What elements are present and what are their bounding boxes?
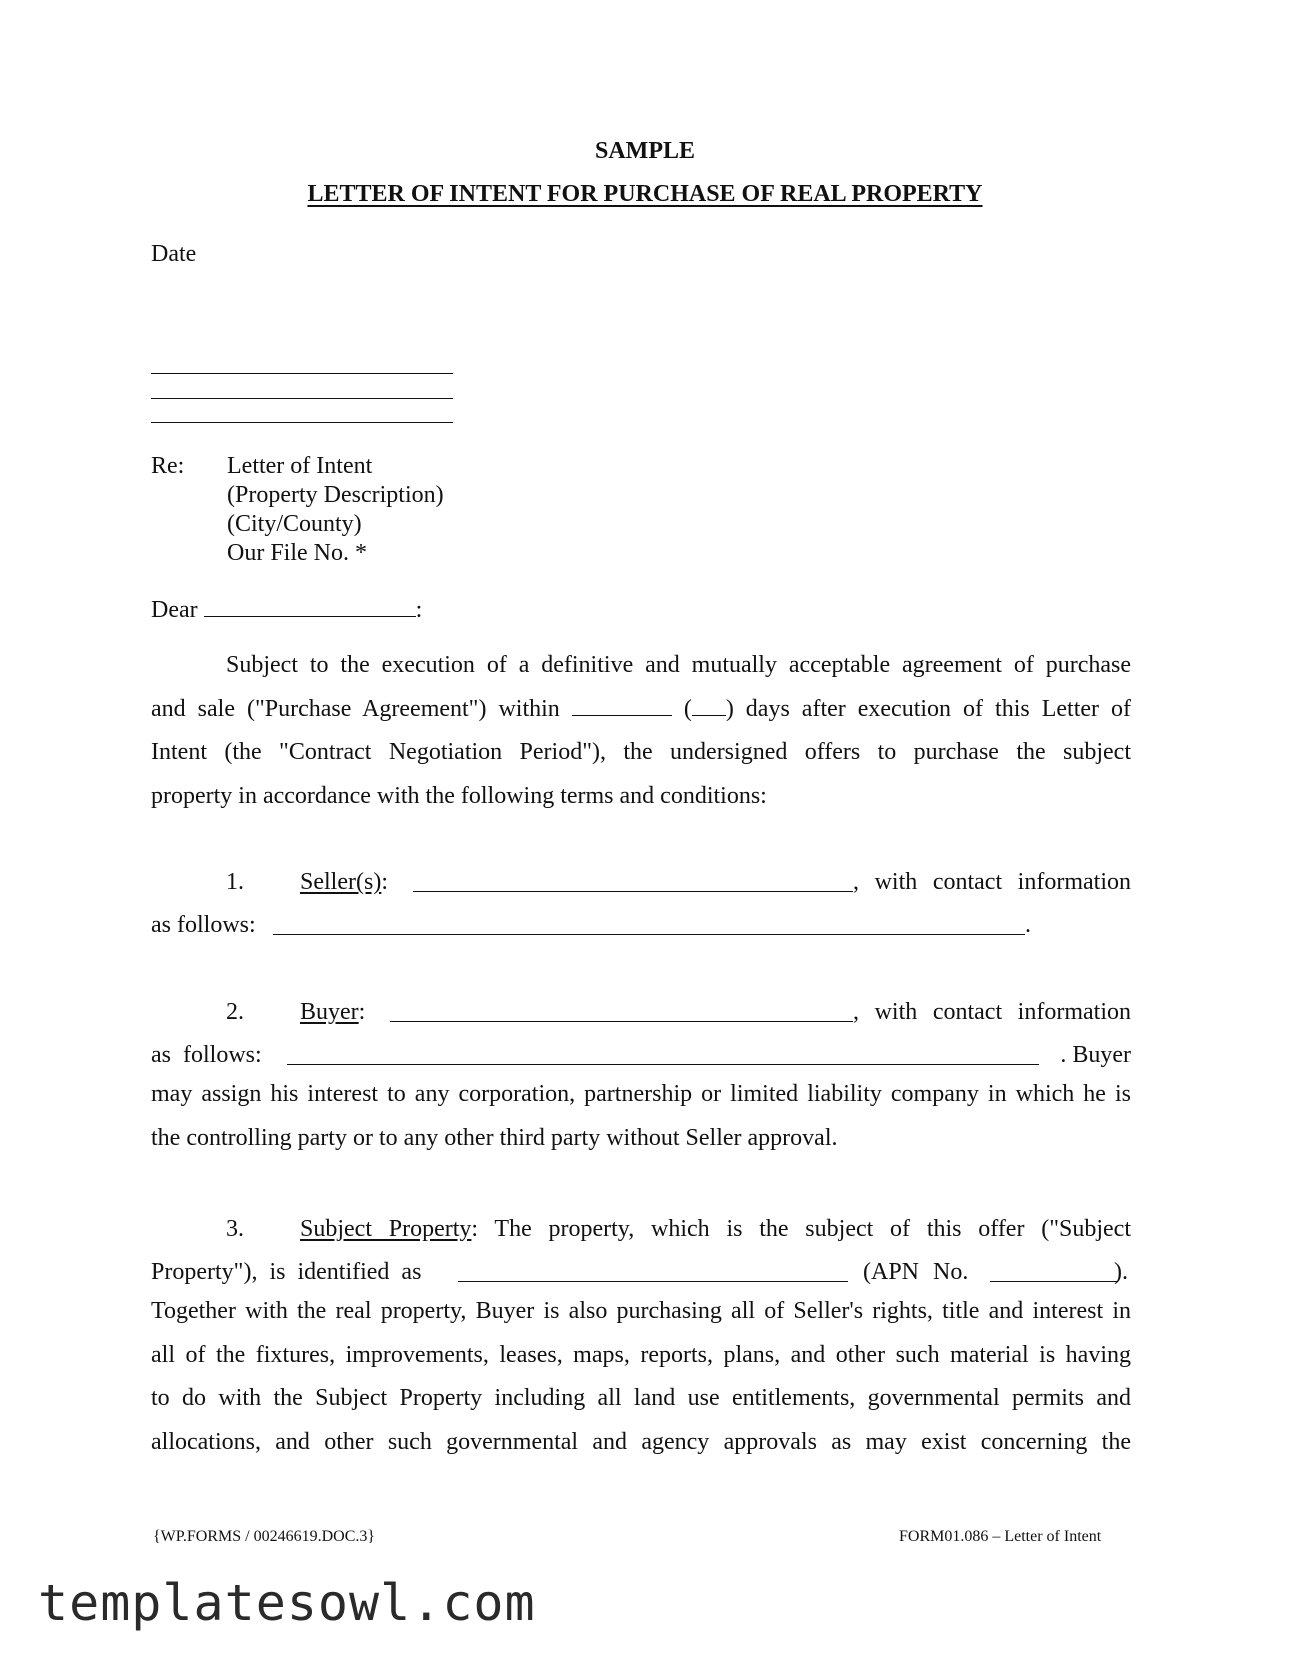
item-1-as-follows: as follows: [151, 912, 256, 938]
item-3-identified-as: Property"), is identified as [151, 1259, 422, 1285]
seller-name-blank[interactable] [413, 891, 853, 892]
re-block [227, 452, 444, 568]
item-3-apn-close: ). [1114, 1259, 1128, 1285]
address-line-2 [151, 398, 453, 399]
item-3-number: 3. [226, 1216, 244, 1242]
item-1-number: 1. [226, 869, 244, 895]
document-title: LETTER OF INTENT FOR PURCHASE OF REAL PROPERTY [307, 181, 983, 207]
item-3-apn-label: (APN No. [863, 1259, 969, 1285]
re-line: Letter of Intent [227, 453, 373, 479]
date-label: Date [151, 241, 197, 267]
sample-label: SAMPLE [594, 138, 695, 164]
item-1-period: . [1025, 912, 1031, 938]
days-number-blank[interactable] [692, 697, 726, 716]
buyer-name-blank[interactable] [390, 1021, 853, 1022]
footer-doc-id: {WP.FORMS / 00246619.DOC.3} [153, 1528, 376, 1545]
seller-contact-blank[interactable] [273, 934, 1025, 935]
re-line: (Property Description) [227, 482, 444, 508]
item-2-as-follows: as follows: [151, 1042, 262, 1068]
footer-form-id: FORM01.086 – Letter of Intent [899, 1528, 1102, 1545]
item-2-number: 2. [226, 999, 244, 1025]
item-1-contact-text: , with contact information [853, 869, 1131, 895]
re-line: (City/County) [227, 511, 362, 537]
salutation: Dear : [151, 597, 423, 623]
apn-number-blank[interactable] [990, 1281, 1118, 1282]
buyer-contact-blank[interactable] [287, 1064, 1039, 1065]
recipient-name-blank[interactable] [204, 598, 416, 617]
intro-paragraph: Subject to the execution of a definitive and mutually acceptable agreement of purchase and sale ("Purchase Agreement") within ( ) days after execution of this Letter of Intent (the "Contract Negotiation Period"), the undersigned offers to purchase the subject property in accordance with the following terms and conditions: [151, 652, 1131, 809]
item-2-heading: Buyer: [300, 999, 366, 1025]
watermark: templatesowl.com [38, 1574, 536, 1632]
days-words-blank[interactable] [572, 697, 672, 716]
address-line-3 [151, 422, 453, 423]
item-2-buyer-word: . Buyer [1060, 1042, 1131, 1068]
item-3-first-line: Subject Property: The property, which is the subject of this offer ("Subject [300, 1216, 1132, 1242]
item-2-contact-text: , with contact information [853, 999, 1131, 1025]
address-line-1 [151, 373, 453, 374]
re-label: Re: [151, 453, 185, 479]
property-identification-blank[interactable] [458, 1281, 848, 1282]
re-line: Our File No. * [227, 540, 367, 566]
item-1-heading: Seller(s): [300, 869, 388, 895]
item-3-paragraph: Together with the real property, Buyer is also purchasing all of Seller's rights, title and interest in all of the fixtures, improvements, leases, maps, reports, plans, and other such material is having to do with the Subject Property including all land use entitlements, governmental permits and allocations, and other such governmental and agency approvals as may exist concerning the [151, 1298, 1131, 1455]
item-2-paragraph: may assign his interest to any corporation, partnership or limited liability company in which he is the controlling party or to any other third party without Seller approval. [151, 1081, 1131, 1151]
